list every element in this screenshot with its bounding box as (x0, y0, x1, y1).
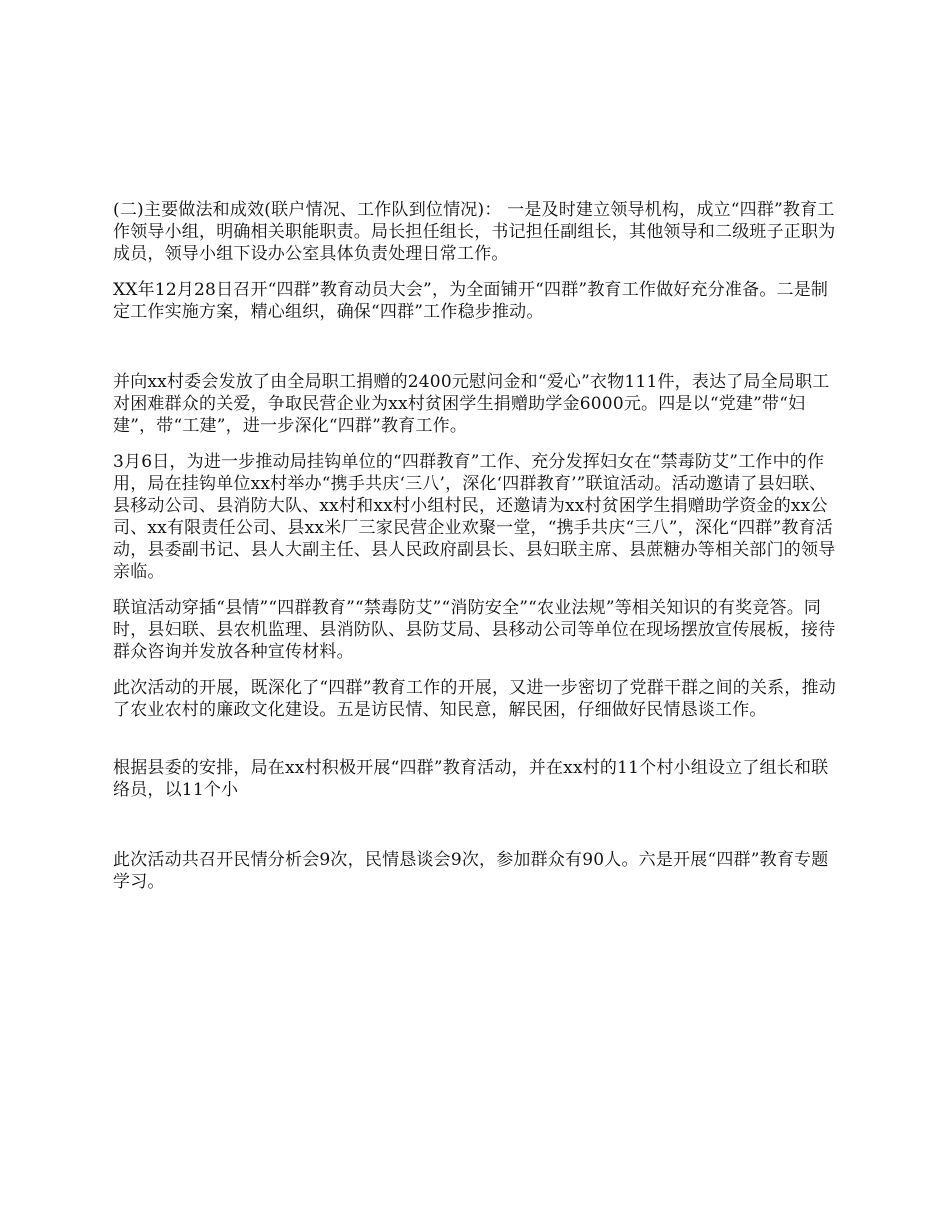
paragraph-main-measures: (二)主要做法和成效(联户情况、工作队到位情况)： 一是及时建立领导机构，成立“四群”教育工作领导小组，明确相关职能职责。局长担任组长，书记担任副组长，其他领导和二级班子正职为成员，领导小组下设办公室具体负责处理日常工作。 (113, 200, 836, 264)
paragraph-activity-results: 此次活动的开展，既深化了“四群”教育工作的开展，又进一步密切了党群干群之间的关系，推动了农业农村的廉政文化建设。五是访民情、知民意，解民困，仔细做好民情恳谈工作。 (113, 678, 836, 720)
paragraph-donations: 并向xx村委会发放了由全局职工捐赠的2400元慰问金和“爱心”衣物111件，表达了局全局职工对困难群众的关爱，争取民营企业为xx村贫困学生捐赠助学金6000元。四是以“党建”带“妇建”，带“工建”，进一步深化“四群”教育工作。 (113, 372, 830, 436)
paragraph-quiz-activity: 联谊活动穿插“县情”“四群教育”“禁毒防艾”“消防安全”“农业法规”等相关知识的有奖竞答。同时，县妇联、县农机监理、县消防队、县防艾局、县移动公司等单位在现场摆放宣传展板，接待群众咨询并发放各种宣传材料。 (113, 598, 836, 662)
paragraph-mobilization-meeting: XX年12月28日召开“四群”教育动员大会”，为全面铺开“四群”教育工作做好充分准备。二是制定工作实施方案，精心组织，确保“四群”工作稳步推动。 (113, 280, 829, 322)
paragraph-meeting-counts: 此次活动共召开民情分析会9次，民情恳谈会9次，参加群众有90人。六是开展“四群”教育专题学习。 (113, 850, 829, 892)
paragraph-village-arrangement: 根据县委的安排，局在xx村积极开展“四群”教育活动，并在xx村的11个村小组设立了组长和联络员，以11个小 (113, 758, 829, 800)
paragraph-womens-day-event: 3月6日，为进一步推动局挂钩单位的“四群教育”工作、充分发挥妇女在“禁毒防艾”工作中的作用，局在挂钩单位xx村举办“携手共庆‘三八’，深化‘四群教育’”联谊活动。活动邀请了县妇联、县移动公司、县消防大队、xx村和xx村小组村民，还邀请为xx村贫困学生捐赠助学资金的xx公司、xx有限责任公司、县xx米厂三家民营企业欢聚一堂，“携手共庆“三八”，深化“四群”教育活动，县委副书记、县人大副主任、县人民政府副县长、县妇联主席、县蔗糖办等相关部门的领导亲临。 (113, 452, 836, 582)
